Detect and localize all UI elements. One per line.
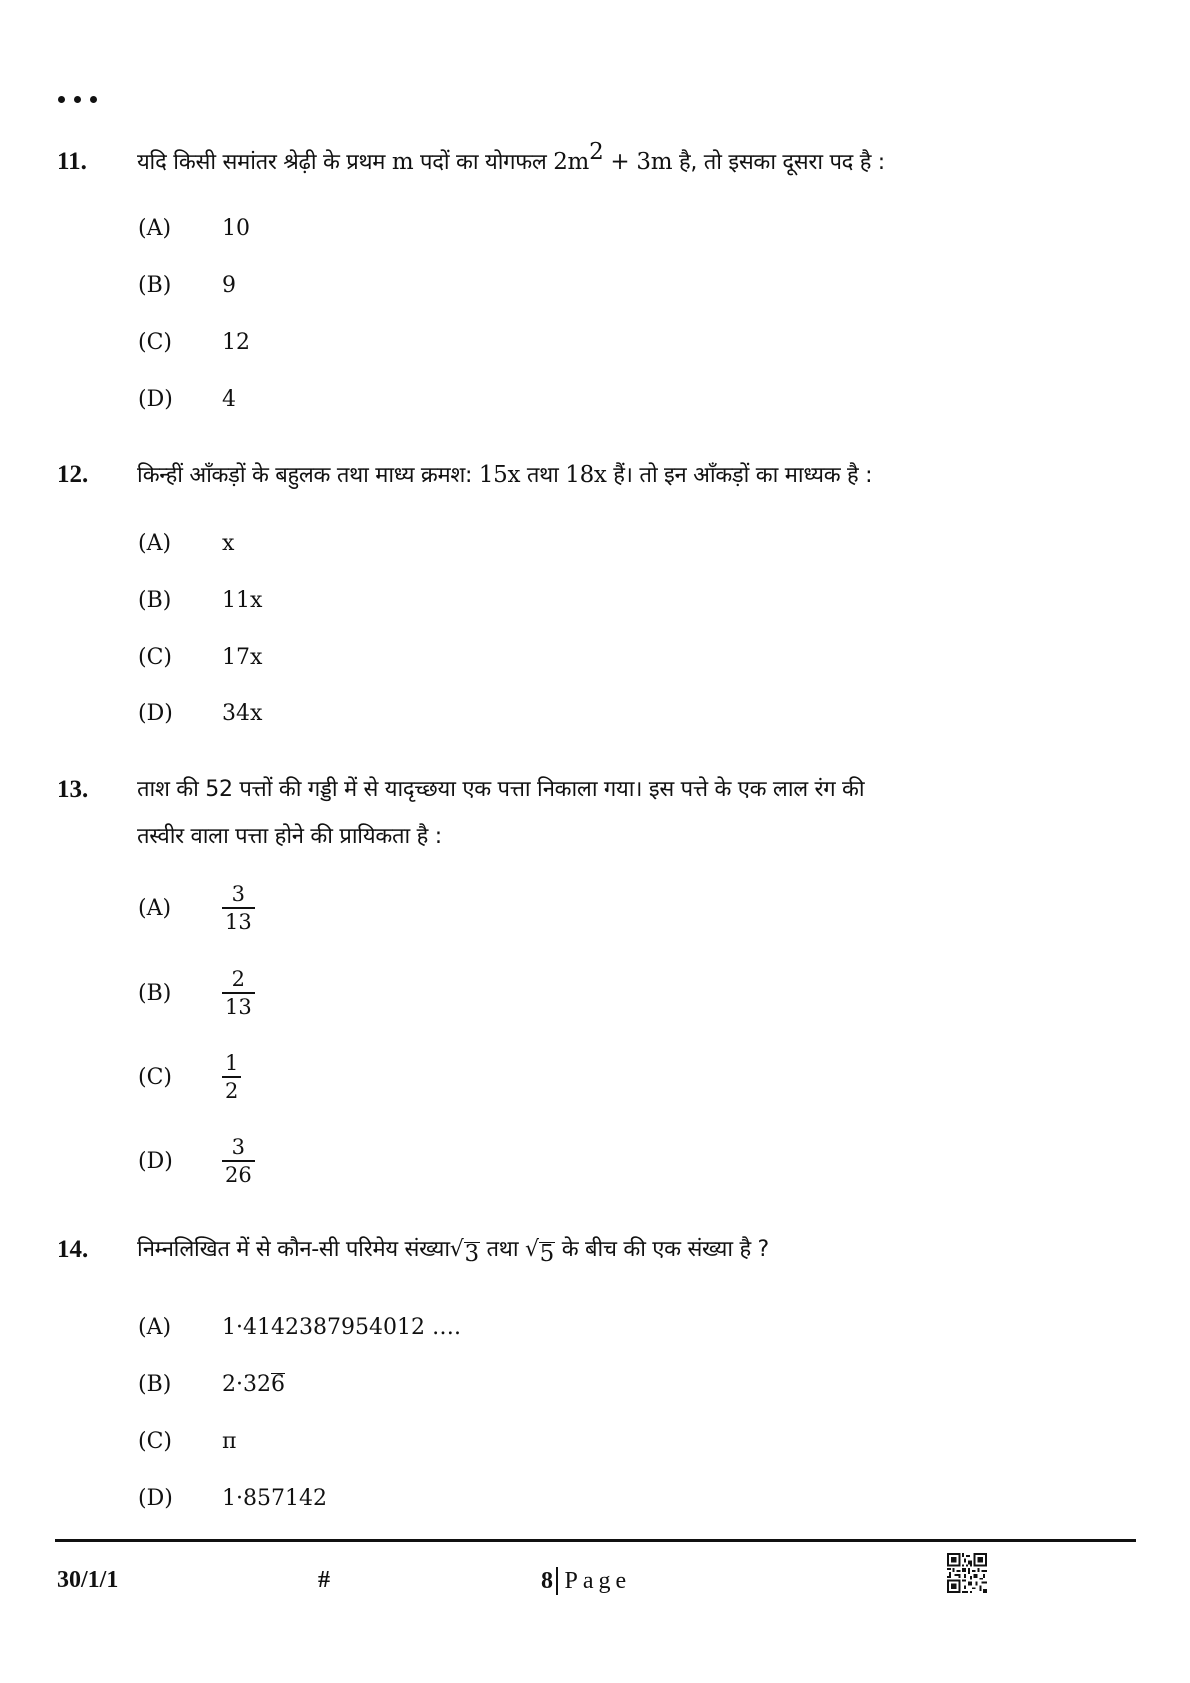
question-text-line-1: ताश की 52 पत्तों की गड्डी में से यादृच्छया एक पत्ता निकाला गया। इस पत्ते के एक लाल रंग की bbox=[137, 777, 865, 802]
option-a[interactable]: (A) x bbox=[138, 530, 235, 556]
fraction: $\frac{2}{13}$ bbox=[222, 966, 255, 1020]
option-c[interactable]: (C) 17x bbox=[138, 644, 263, 670]
option-d[interactable]: (D) 34x bbox=[138, 700, 263, 726]
option-b[interactable]: (B) 9 bbox=[138, 272, 236, 298]
option-b[interactable]: (B) 2·326 bbox=[138, 1371, 285, 1397]
repeating-digit: 6 bbox=[270, 1371, 285, 1397]
question-number: 11. bbox=[57, 148, 87, 175]
question-number: 14. bbox=[57, 1236, 89, 1263]
option-b[interactable]: (B) $\frac{2}{13}$ bbox=[138, 978, 255, 1008]
option-d[interactable]: (D) 4 bbox=[138, 386, 236, 412]
option-c[interactable]: (C) π bbox=[138, 1428, 237, 1454]
square-root-3: √ 3 bbox=[449, 1237, 479, 1267]
question-text: यदि किसी समांतर श्रेढ़ी के प्रथम m पदों का योगफल $2m^2 + 3m$ है, तो इसका दूसरा पद है : bbox=[137, 138, 885, 175]
dot-icon bbox=[74, 96, 81, 103]
option-a[interactable]: (A) $\frac{3}{13}$ bbox=[138, 893, 255, 923]
question-text: निम्नलिखित में से कौन-सी परिमेय संख्या √ 3 तथा √ 5 के बीच की एक संख्या है ? bbox=[137, 1237, 769, 1267]
hash-mark: # bbox=[318, 1567, 330, 1593]
page-label: Page bbox=[564, 1567, 632, 1594]
question-number: 13. bbox=[57, 776, 89, 803]
dot-icon bbox=[90, 96, 97, 103]
page-number: 8 bbox=[541, 1567, 553, 1594]
fraction: $\frac{3}{26}$ bbox=[222, 1134, 255, 1188]
page-separator bbox=[556, 1567, 558, 1595]
paper-code: 30/1/1 bbox=[57, 1567, 119, 1593]
page-indicator bbox=[541, 1567, 631, 1595]
option-c[interactable]: (C) 12 bbox=[138, 329, 250, 355]
option-d[interactable]: (D) 1·857142 bbox=[138, 1485, 327, 1511]
radical-icon: √ bbox=[449, 1237, 464, 1262]
option-a[interactable]: (A) 10 bbox=[138, 215, 250, 241]
option-b[interactable]: (B) 11x bbox=[138, 587, 263, 613]
dot-icon bbox=[58, 96, 65, 103]
question-text-line-2: तस्वीर वाला पत्ता होने की प्रायिकता है : bbox=[137, 824, 442, 849]
question-text: किन्हीं आँकड़ों के बहुलक तथा माध्य क्रमश: 15x तथा 18x हैं। तो इन आँकड़ों का माध्यक है : bbox=[137, 462, 873, 488]
option-d[interactable]: (D) $\frac{3}{26}$ bbox=[138, 1146, 255, 1176]
continuation-marker bbox=[58, 96, 97, 103]
footer-divider bbox=[55, 1539, 1136, 1542]
qr-code-icon bbox=[946, 1553, 988, 1593]
fraction: $\frac{3}{13}$ bbox=[222, 881, 255, 935]
square-root-5: √ 5 bbox=[524, 1237, 555, 1267]
fraction: $\frac{1}{2}$ bbox=[222, 1050, 241, 1104]
radical-icon: √ bbox=[524, 1237, 539, 1262]
option-a[interactable]: (A) 1·4142387954012 …. bbox=[138, 1314, 461, 1340]
question-number: 12. bbox=[57, 461, 89, 488]
option-c[interactable]: (C) $\frac{1}{2}$ bbox=[138, 1062, 241, 1092]
